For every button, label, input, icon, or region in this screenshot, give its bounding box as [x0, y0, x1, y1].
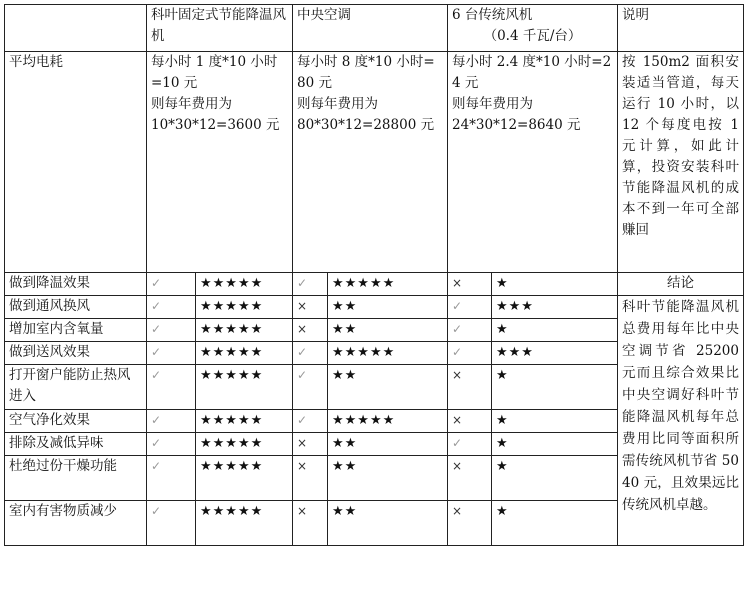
central-stars: ★★: [328, 501, 448, 546]
electricity-keye: [147, 52, 293, 273]
feature-label: 杜绝过份干燥功能: [5, 456, 147, 501]
electricity-fan: [448, 52, 618, 273]
central-mark: ✓: [293, 273, 328, 296]
header-fan: [448, 5, 618, 52]
conclusion-text: 科叶节能降温风机总费用每年比中央空调节省 25200 元而且综合效果比中央空调好科叶节能降温风机每年总费用比同等面积所需传统风机节省 5040 元，且效果远比传统风机卓越。: [618, 296, 744, 546]
fan-stars: ★: [492, 501, 618, 546]
central-stars: ★★: [328, 456, 448, 501]
header-keye: 科叶固定式节能降温风机: [147, 5, 293, 52]
header-fan-subtitle: （0.4 千瓦/台）: [483, 28, 582, 44]
keye-mark: ✓: [147, 273, 196, 296]
central-stars: ★★: [328, 365, 448, 410]
keye-stars: ★★★★★: [196, 319, 293, 342]
electricity-explain: 按 150m2 面积安装适当管道，每天运行 10 小时，以 12 个每度电按 1 元计算，如此计算，投资安装科叶节能降温风机的成本不到一年可全部赚回: [618, 52, 744, 273]
electricity-label: 平均电耗: [5, 52, 147, 273]
feature-label: 室内有害物质减少: [5, 501, 147, 546]
keye-stars: ★★★★★: [196, 410, 293, 433]
fan-stars: ★: [492, 433, 618, 456]
electricity-keye-line: 则每年费用为: [151, 96, 232, 112]
feature-row: [5, 273, 744, 296]
central-stars: ★★: [328, 296, 448, 319]
central-stars: ★★: [328, 319, 448, 342]
keye-mark: ✓: [147, 365, 196, 410]
electricity-fan-line: 则每年费用为: [452, 96, 533, 112]
central-mark: ×: [293, 433, 328, 456]
feature-row: [5, 296, 744, 319]
keye-stars: ★★★★★: [196, 433, 293, 456]
fan-mark: ×: [448, 410, 492, 433]
central-mark: ×: [293, 296, 328, 319]
fan-stars: ★: [492, 319, 618, 342]
keye-mark: ✓: [147, 501, 196, 546]
keye-stars: ★★★★★: [196, 365, 293, 410]
fan-stars: ★★★: [492, 296, 618, 319]
keye-mark: ✓: [147, 319, 196, 342]
keye-mark: ✓: [147, 456, 196, 501]
fan-mark: ✓: [448, 296, 492, 319]
fan-mark: ×: [448, 365, 492, 410]
header-explain: 说明: [618, 5, 744, 52]
electricity-row: [5, 52, 744, 273]
comparison-table: [4, 4, 744, 546]
fan-mark: ×: [448, 456, 492, 501]
keye-stars: ★★★★★: [196, 501, 293, 546]
fan-stars: ★: [492, 365, 618, 410]
fan-stars: ★: [492, 273, 618, 296]
fan-stars: ★: [492, 410, 618, 433]
keye-stars: ★★★★★: [196, 273, 293, 296]
electricity-fan-line: 每小时 2.4 度*10 小时=24 元: [452, 54, 612, 91]
header-row: [5, 5, 744, 52]
feature-label: 增加室内含氧量: [5, 319, 147, 342]
electricity-central-line: 80*30*12=28800 元: [297, 117, 435, 133]
fan-stars: ★: [492, 456, 618, 501]
electricity-keye-line: 每小时 1 度*10 小时=10 元: [151, 54, 278, 91]
central-mark: ×: [293, 319, 328, 342]
central-stars: ★★★★★: [328, 342, 448, 365]
feature-label: 做到降温效果: [5, 273, 147, 296]
electricity-central-line: 每小时 8 度*10 小时=80 元: [297, 54, 435, 91]
central-mark: ✓: [293, 410, 328, 433]
electricity-central: [293, 52, 448, 273]
central-mark: ✓: [293, 365, 328, 410]
conclusion-title: 结论: [618, 273, 744, 296]
central-stars: ★★: [328, 433, 448, 456]
fan-mark: ✓: [448, 433, 492, 456]
feature-label: 排除及减低异味: [5, 433, 147, 456]
header-blank-cell: [5, 5, 147, 52]
feature-label: 做到送风效果: [5, 342, 147, 365]
electricity-fan-line: 24*30*12=8640 元: [452, 117, 581, 133]
keye-stars: ★★★★★: [196, 296, 293, 319]
header-fan-title: 6 台传统风机: [452, 7, 533, 23]
keye-stars: ★★★★★: [196, 456, 293, 501]
electricity-central-line: 则每年费用为: [297, 96, 378, 112]
keye-mark: ✓: [147, 342, 196, 365]
central-stars: ★★★★★: [328, 273, 448, 296]
central-mark: ×: [293, 501, 328, 546]
central-mark: ×: [293, 456, 328, 501]
header-central: 中央空调: [293, 5, 448, 52]
keye-mark: ✓: [147, 296, 196, 319]
fan-stars: ★★★: [492, 342, 618, 365]
feature-label: 空气净化效果: [5, 410, 147, 433]
fan-mark: ✓: [448, 342, 492, 365]
central-stars: ★★★★★: [328, 410, 448, 433]
central-mark: ✓: [293, 342, 328, 365]
feature-label: 打开窗户能防止热风进入: [5, 365, 147, 410]
keye-stars: ★★★★★: [196, 342, 293, 365]
keye-mark: ✓: [147, 410, 196, 433]
keye-mark: ✓: [147, 433, 196, 456]
fan-mark: ×: [448, 501, 492, 546]
fan-mark: ×: [448, 273, 492, 296]
feature-label: 做到通风换风: [5, 296, 147, 319]
electricity-keye-line: 10*30*12=3600 元: [151, 117, 280, 133]
fan-mark: ✓: [448, 319, 492, 342]
